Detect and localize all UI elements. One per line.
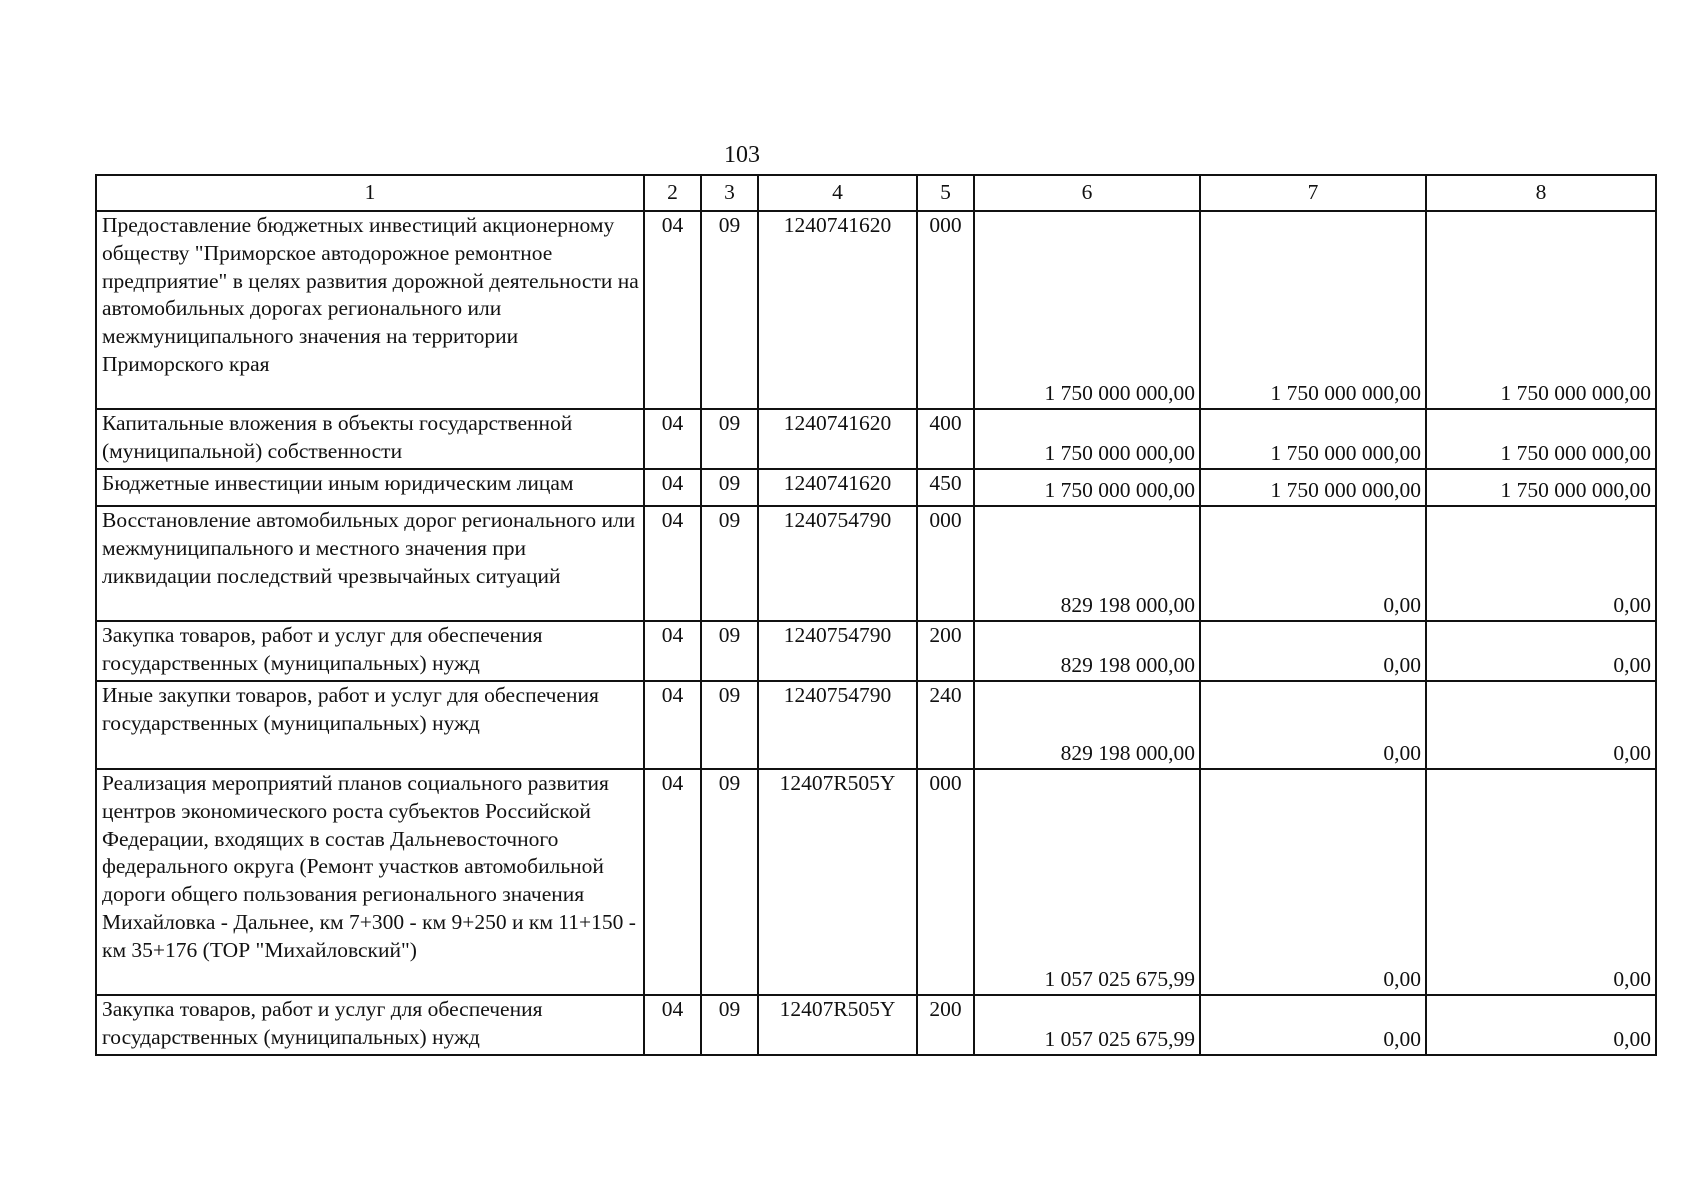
row-name: Иные закупки товаров, работ и услуг для обеспечения государственных (муниципальных) нужд [96, 681, 644, 769]
row-name: Реализация мероприятий планов социального развития центров экономического роста субъектов Российской Федерации, входящих в состав Дальневосточного федерального округа (Ремонт участков автомобильной дороги общего пользования регионального значения Михайловка - Дальнее, км 7+300 - км 9+250 и км 11+150 - км 35+176 (ТОР "Михайловский") [96, 769, 644, 995]
row-target-code: 1240741620 [758, 211, 917, 409]
row-section: 04 [644, 506, 701, 621]
row-subsection: 09 [701, 211, 758, 409]
table-row [96, 469, 1656, 506]
row-section: 04 [644, 211, 701, 409]
table-row [96, 409, 1656, 469]
row-subsection: 09 [701, 621, 758, 681]
row-subsection: 09 [701, 469, 758, 506]
row-amount-col6: 1 057 025 675,99 [974, 769, 1200, 995]
row-section: 04 [644, 409, 701, 469]
row-section: 04 [644, 681, 701, 769]
table-row [96, 621, 1656, 681]
table-row [96, 211, 1656, 409]
row-name: Предоставление бюджетных инвестиций акционерному обществу "Приморское автодорожное ремонтное предприятие" в целях развития дорожной деятельности на автомобильных дорогах регионального или межмуниципального значения на территории Приморского края [96, 211, 644, 409]
row-amount-col6: 829 198 000,00 [974, 506, 1200, 621]
header-cell-3: 3 [701, 175, 758, 211]
row-amount-col8: 0,00 [1426, 621, 1656, 681]
row-expense-type: 200 [917, 995, 974, 1055]
row-amount-col7: 0,00 [1200, 681, 1426, 769]
row-amount-col7: 0,00 [1200, 995, 1426, 1055]
row-amount-col8: 1 750 000 000,00 [1426, 211, 1656, 409]
row-amount-col8: 0,00 [1426, 681, 1656, 769]
row-amount-col8: 0,00 [1426, 769, 1656, 995]
row-expense-type: 200 [917, 621, 974, 681]
table-row [96, 506, 1656, 621]
row-amount-col7: 1 750 000 000,00 [1200, 409, 1426, 469]
header-cell-6: 6 [974, 175, 1200, 211]
budget-table [95, 174, 1657, 1056]
table-row [96, 681, 1656, 769]
table-row [96, 769, 1656, 995]
row-amount-col6: 1 750 000 000,00 [974, 469, 1200, 506]
row-amount-col6: 829 198 000,00 [974, 681, 1200, 769]
row-section: 04 [644, 769, 701, 995]
row-section: 04 [644, 621, 701, 681]
row-target-code: 12407R505Y [758, 995, 917, 1055]
row-amount-col8: 1 750 000 000,00 [1426, 409, 1656, 469]
row-section: 04 [644, 995, 701, 1055]
row-amount-col6: 1 750 000 000,00 [974, 211, 1200, 409]
row-name: Закупка товаров, работ и услуг для обеспечения государственных (муниципальных) нужд [96, 995, 644, 1055]
row-target-code: 1240741620 [758, 469, 917, 506]
row-name: Восстановление автомобильных дорог регионального или межмуниципального и местного значения при ликвидации последствий чрезвычайных ситуаций [96, 506, 644, 621]
header-cell-2: 2 [644, 175, 701, 211]
row-target-code: 1240754790 [758, 621, 917, 681]
table-row [96, 995, 1656, 1055]
row-amount-col7: 0,00 [1200, 506, 1426, 621]
header-cell-5: 5 [917, 175, 974, 211]
row-target-code: 1240754790 [758, 681, 917, 769]
row-amount-col8: 0,00 [1426, 995, 1656, 1055]
header-cell-8: 8 [1426, 175, 1656, 211]
row-subsection: 09 [701, 506, 758, 621]
row-name: Капитальные вложения в объекты государственной (муниципальной) собственности [96, 409, 644, 469]
row-subsection: 09 [701, 995, 758, 1055]
row-target-code: 12407R505Y [758, 769, 917, 995]
row-amount-col6: 1 057 025 675,99 [974, 995, 1200, 1055]
header-cell-7: 7 [1200, 175, 1426, 211]
page-number: 103 [724, 142, 760, 168]
row-amount-col8: 0,00 [1426, 506, 1656, 621]
row-expense-type: 000 [917, 211, 974, 409]
row-section: 04 [644, 469, 701, 506]
row-amount-col7: 0,00 [1200, 769, 1426, 995]
header-row [96, 175, 1656, 211]
row-amount-col6: 1 750 000 000,00 [974, 409, 1200, 469]
row-name: Бюджетные инвестиции иным юридическим лицам [96, 469, 644, 506]
row-subsection: 09 [701, 409, 758, 469]
row-expense-type: 400 [917, 409, 974, 469]
row-target-code: 1240741620 [758, 409, 917, 469]
row-target-code: 1240754790 [758, 506, 917, 621]
row-expense-type: 240 [917, 681, 974, 769]
row-amount-col8: 1 750 000 000,00 [1426, 469, 1656, 506]
row-expense-type: 000 [917, 506, 974, 621]
row-expense-type: 450 [917, 469, 974, 506]
header-cell-4: 4 [758, 175, 917, 211]
row-name: Закупка товаров, работ и услуг для обеспечения государственных (муниципальных) нужд [96, 621, 644, 681]
row-amount-col7: 1 750 000 000,00 [1200, 469, 1426, 506]
row-subsection: 09 [701, 769, 758, 995]
row-expense-type: 000 [917, 769, 974, 995]
row-amount-col7: 0,00 [1200, 621, 1426, 681]
row-subsection: 09 [701, 681, 758, 769]
row-amount-col6: 829 198 000,00 [974, 621, 1200, 681]
row-amount-col7: 1 750 000 000,00 [1200, 211, 1426, 409]
header-cell-1: 1 [96, 175, 644, 211]
